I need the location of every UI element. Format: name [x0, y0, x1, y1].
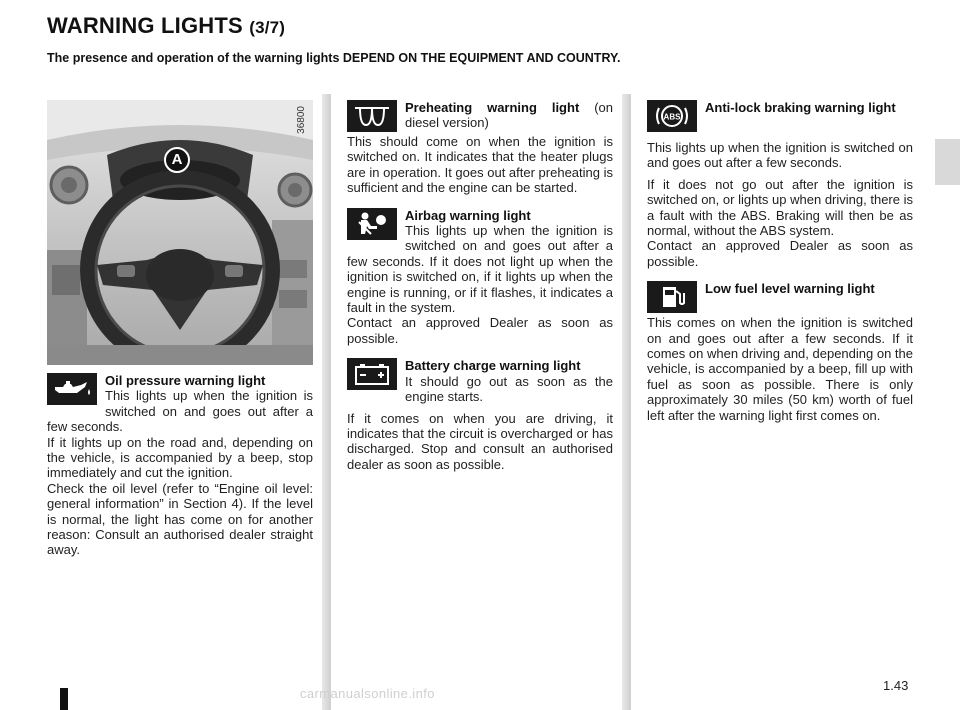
- oil-pressure-entry: [47, 373, 313, 558]
- battery-heading: Battery charge warning light: [405, 358, 581, 374]
- fuel-body: This comes on when the ignition is switched on and goes out after a few seconds. If it comes on when driving and, depending on the vehicle, is accompanied by a beep, fill up with fuel as soon as possible. There is only approximately 30 miles (50 km) worth of fuel left after the warning light first comes on.: [647, 315, 913, 423]
- column-middle: [347, 100, 613, 484]
- column-divider-right: [622, 94, 631, 710]
- column-right: [647, 100, 913, 435]
- airbag-icon: [347, 208, 397, 240]
- page-subtitle: The presence and operation of the warning lights DEPEND ON THE EQUIPMENT AND COUNTRY.: [47, 51, 621, 65]
- abs-icon: [647, 100, 697, 132]
- section-tab-marker: [935, 139, 960, 185]
- oil-pressure-para2: If it lights up on the road and, depending on the vehicle, is accompanied by a beep, stop immediately and cut the ignition.: [47, 434, 313, 481]
- abs-para2: If it does not go out after the ignition is switched on, or lights up when driving, there is a fault with the ABS. Braking will then be as normal, without the ABS system.: [647, 176, 913, 239]
- abs-heading: Anti-lock braking warning light: [705, 100, 896, 115]
- battery-para2: If it comes on when you are driving, it indicates that the circuit is overcharged or has discharged. Stop and consult an authorised dealer as soon as possible.: [347, 410, 613, 472]
- battery-body: It should go out as soon as the engine starts.: [405, 373, 613, 405]
- abs-entry: [647, 100, 913, 269]
- oil-pressure-first-line: This lights up when the ignition is switched on and goes out after a few seconds.: [47, 388, 313, 435]
- callout-label-a: A: [164, 147, 190, 173]
- dashboard-illustration: [47, 100, 313, 365]
- preheating-icon: [347, 100, 397, 132]
- oil-pressure-heading: Oil pressure warning light: [105, 373, 266, 388]
- abs-body: This lights up when the ignition is switched on and goes out after a few seconds.: [647, 140, 913, 171]
- battery-entry: [347, 358, 613, 472]
- airbag-body2: Contact an approved Dealer as soon as possible.: [347, 315, 613, 346]
- watermark-text: carmanualsonline.info: [300, 686, 435, 701]
- column-divider-left: [322, 94, 331, 710]
- oil-pressure-icon: [47, 373, 97, 405]
- preheating-note: (on diesel version): [405, 100, 613, 131]
- airbag-heading: Airbag warning light: [405, 207, 531, 223]
- svg-text:ABS: ABS: [663, 112, 681, 122]
- preheating-body: This should come on when the ignition is switched on. It indicates that the heater plugs are in operation. It goes out after preheating is sufficient and the engine can be started.: [347, 134, 613, 196]
- fuel-pump-icon: [647, 281, 697, 313]
- page-number: 1.43: [883, 678, 909, 693]
- fuel-heading: Low fuel level warning light: [705, 281, 875, 297]
- dashboard-photo: [47, 100, 313, 365]
- oil-pressure-para3: Check the oil level (refer to “Engine oil level: general information” in Section 4). If the level is normal, the light has come on for another reason: Consult an authorised dealer straight away.: [47, 480, 313, 558]
- airbag-body: This lights up when the ignition is switched on and goes out after a few seconds. If it does not light up when the ignition is switched on, if it lights up when the engine is running, or if it flashes, it indicates a fault in the system.: [347, 223, 613, 316]
- page-edge-bar: [60, 688, 68, 710]
- preheating-heading: Preheating warning light: [405, 100, 580, 115]
- abs-para3: Contact an approved Dealer as soon as possible.: [647, 238, 913, 269]
- photo-reference-code: 36800: [295, 106, 307, 134]
- airbag-entry: [347, 208, 613, 347]
- page-title-part: (3/7): [249, 18, 286, 37]
- preheating-entry: [347, 100, 613, 196]
- battery-icon: [347, 358, 397, 390]
- column-left: [47, 100, 313, 570]
- fuel-entry: [647, 281, 913, 423]
- page-title-text: WARNING LIGHTS: [47, 13, 243, 38]
- page-title: [47, 13, 285, 39]
